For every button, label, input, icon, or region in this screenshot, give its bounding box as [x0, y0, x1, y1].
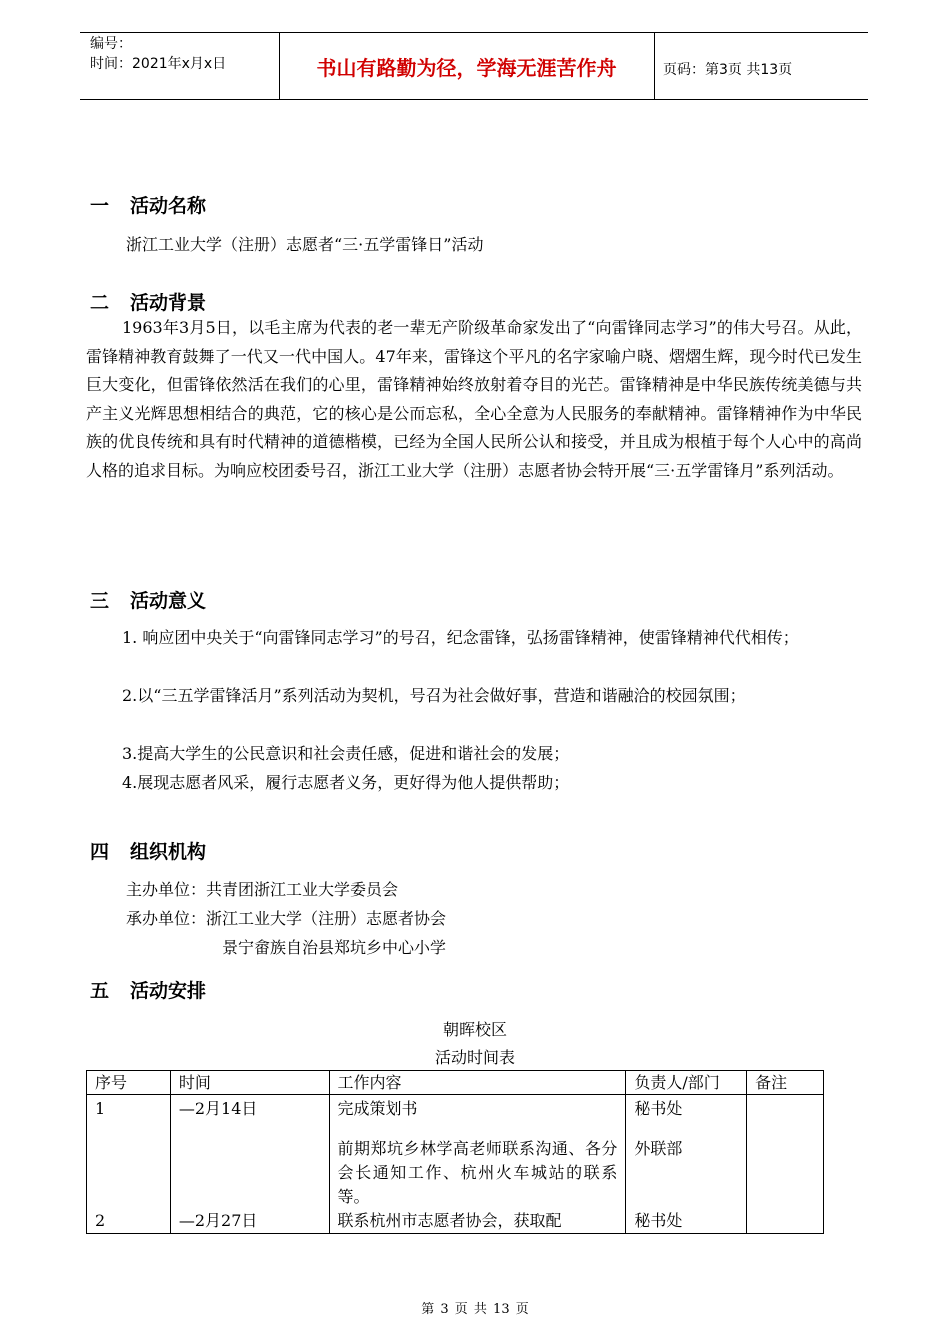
cell-content: 联系杭州市志愿者协会，获取配 [329, 1209, 626, 1234]
significance-item-2: 2.以“三五学雷锋活月”系列活动为契机，号召为社会做好事，营造和谐融洽的校园氛围； [122, 686, 746, 705]
section-number: 三 [90, 590, 110, 612]
section-number: 一 [90, 195, 110, 217]
table-row [87, 1129, 824, 1209]
cell-owner: 外联部 [626, 1129, 747, 1209]
significance-item-4: 4.展现志愿者风采，履行志愿者义务，更好得为他人提供帮助； [122, 773, 570, 792]
section-title-name [90, 191, 206, 218]
cell-no: 1 [87, 1095, 171, 1130]
col-header-content: 工作内容 [329, 1071, 626, 1095]
cell-note [747, 1209, 824, 1234]
table-row [87, 1095, 824, 1130]
col-header-no: 序号 [87, 1071, 171, 1095]
section-heading: 活动安排 [130, 980, 207, 1002]
background-paragraph: 1963年3月5日，以毛主席为代表的老一辈无产阶级革命家发出了“向雷锋同志学习”的伟大号召。从此，雷锋精神教育鼓舞了一代又一代中国人。47年来，雷锋这个平凡的名字家喻户晓、熠熠生辉，现今时代已发生巨大变化，但雷锋依然活在我们的心里，雷锋精神始终放射着夺目的光芒。雷锋精神是中华民族传统美德与共产主义光辉思想相结合的典范，它的核心是公而忘私，全心全意为人民服务的奉献精神。雷锋精神作为中华民族的优良传统和具有时代精神的道德楷模，已经为全国人民所公认和接受，并且成为根植于每个人心中的高尚人格的追求目标。为响应校团委号召，浙江工业大学（注册）志愿者协会特开展“三·五学雷锋月”系列活动。 [86, 318, 862, 480]
section-heading: 活动名称 [130, 195, 207, 217]
page-footer: 第 3 页 共 13 页 [421, 1302, 529, 1317]
section-title-organization [90, 837, 206, 864]
significance-item-3: 3.提高大学生的公民意识和社会责任感，促进和谐社会的发展； [122, 744, 570, 763]
col-header-time: 时间 [170, 1071, 329, 1095]
cell-owner: 秘书处 [626, 1095, 747, 1130]
significance-item-1: 1. 响应团中央关于“向雷锋同志学习”的号召，纪念雷锋，弘扬雷锋精神，使雷锋精神代代相传； [122, 628, 799, 647]
cell-time: —2月14日 [170, 1095, 329, 1130]
table-row [87, 1209, 824, 1234]
section-number: 二 [90, 292, 110, 314]
cell-no: 2 [87, 1209, 171, 1234]
section-heading: 活动意义 [130, 590, 207, 612]
cell-time [170, 1129, 329, 1209]
section-title-schedule [90, 976, 206, 1003]
header-divider-2 [654, 32, 655, 100]
cell-note [747, 1095, 824, 1130]
section-heading: 活动背景 [130, 292, 207, 314]
section-title-significance [90, 586, 206, 613]
schedule-table-title: 活动时间表 [434, 1048, 515, 1067]
col-header-owner: 负责人/部门 [626, 1071, 747, 1095]
schedule-table [86, 1070, 824, 1234]
header-meta [90, 34, 226, 74]
cell-no [87, 1129, 171, 1209]
section-title-background [90, 288, 206, 315]
table-header-row [87, 1071, 824, 1095]
section-number: 四 [90, 841, 110, 863]
header-motto: 书山有路勤为径，学海无涯苦作舟 [316, 56, 617, 80]
org-organizer: 承办单位：浙江工业大学（注册）志愿者协会 [126, 909, 447, 928]
serial-label: 编号： [90, 36, 132, 52]
schedule-campus: 朝晖校区 [442, 1020, 507, 1039]
time-label: 时间：2021年x月x日 [90, 56, 227, 72]
col-header-note: 备注 [747, 1071, 824, 1095]
cell-content: 前期郑坑乡林学高老师联系沟通、各分会长通知工作、杭州火车城站的联系等。 [329, 1129, 626, 1209]
header-bottom-rule [80, 99, 868, 100]
cell-owner: 秘书处 [626, 1209, 747, 1234]
cell-content: 完成策划书 [329, 1095, 626, 1130]
org-organizer-2: 景宁畲族自治县郑坑乡中心小学 [222, 938, 447, 957]
activity-name-text: 浙江工业大学（注册）志愿者“三·五学雷锋日”活动 [126, 235, 484, 254]
org-host: 主办单位：共青团浙江工业大学委员会 [126, 880, 399, 899]
section-number: 五 [90, 980, 110, 1002]
cell-note [747, 1129, 824, 1209]
header-top-rule [80, 32, 868, 33]
header-page-info: 页码：第3页 共13页 [663, 62, 793, 78]
cell-time: —2月27日 [170, 1209, 329, 1234]
section-heading: 组织机构 [130, 841, 207, 863]
